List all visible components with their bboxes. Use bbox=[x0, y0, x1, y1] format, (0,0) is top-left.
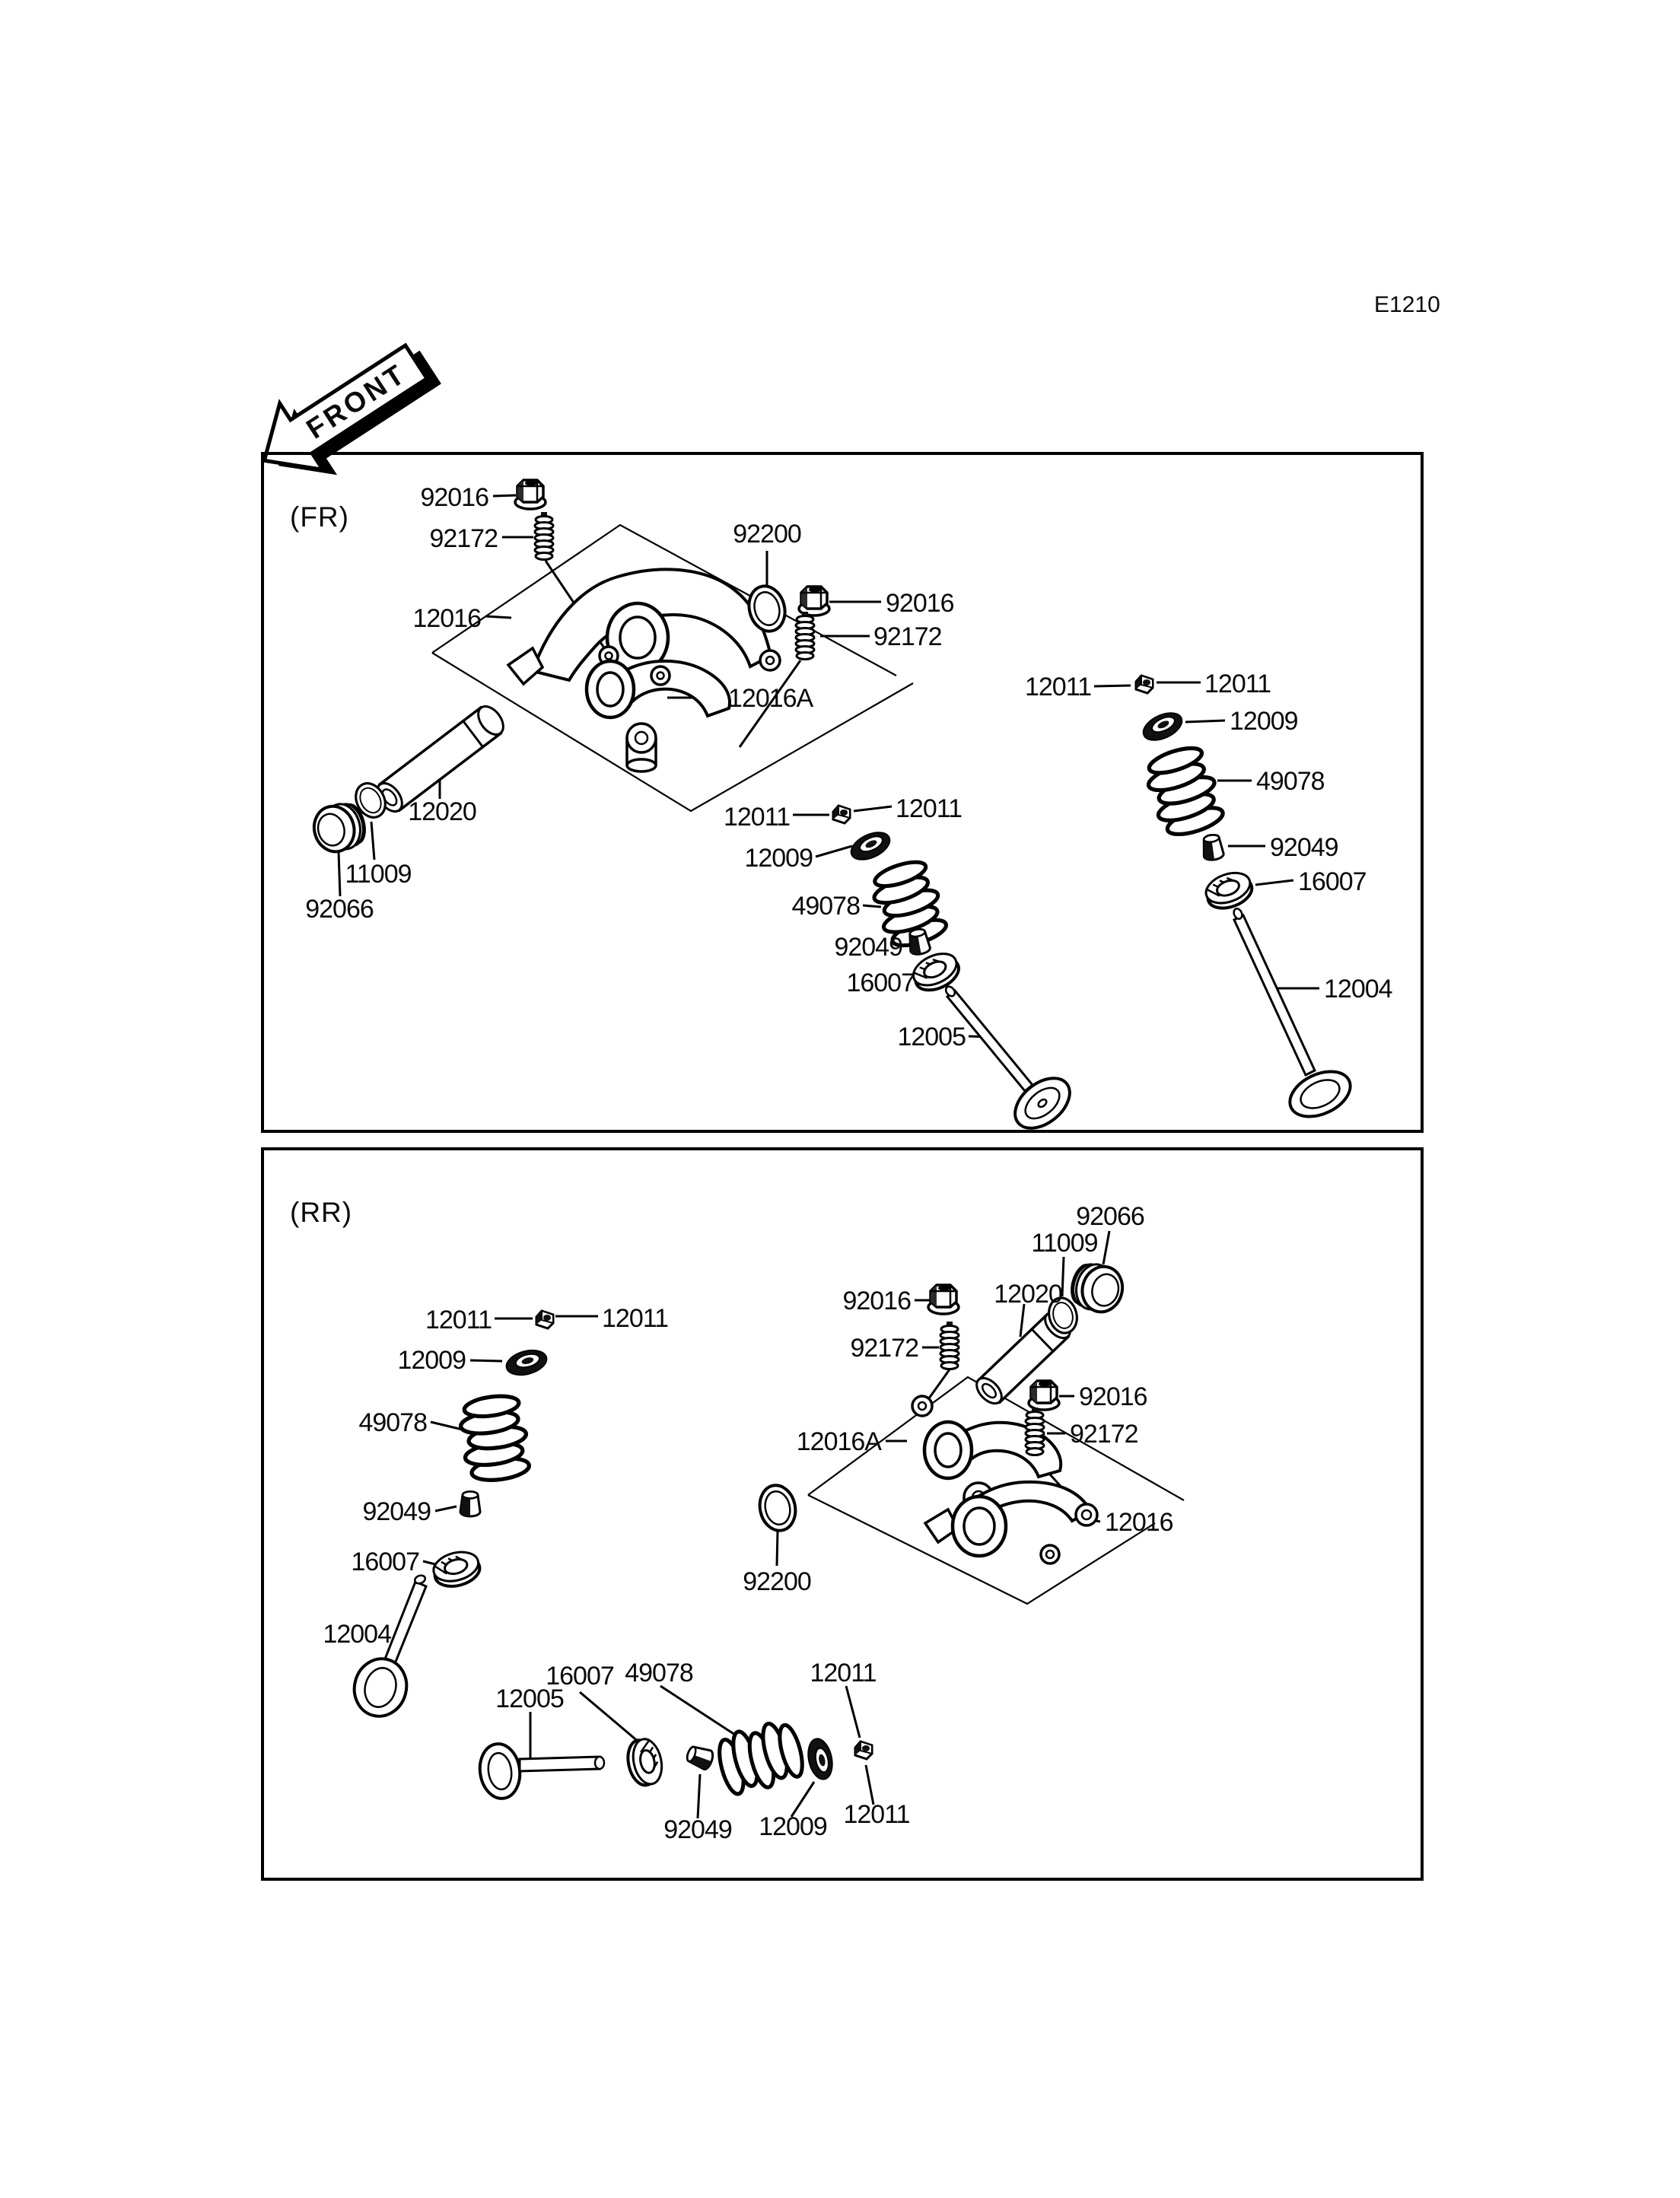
locknut-icon bbox=[833, 806, 850, 823]
label-12011: 12011 bbox=[843, 1800, 910, 1829]
retainer-icon bbox=[431, 1548, 483, 1591]
hex-nut-icon bbox=[515, 480, 546, 509]
label-11009: 11009 bbox=[345, 860, 412, 889]
label-49078: 49078 bbox=[625, 1659, 693, 1687]
label-92172: 92172 bbox=[873, 622, 942, 651]
label-92200: 92200 bbox=[743, 1567, 811, 1596]
collet-icon bbox=[685, 1744, 714, 1771]
label-92172: 92172 bbox=[850, 1334, 918, 1363]
label-12009: 12009 bbox=[397, 1346, 466, 1375]
collet-icon bbox=[1201, 834, 1224, 861]
label-49078: 49078 bbox=[358, 1408, 427, 1437]
retainer-icon bbox=[1202, 867, 1256, 914]
label-12016: 12016 bbox=[1105, 1508, 1173, 1537]
front-arrow bbox=[243, 324, 452, 504]
hex-nut-icon bbox=[928, 1285, 959, 1314]
label-12011: 12011 bbox=[810, 1659, 877, 1687]
rr-box bbox=[262, 1149, 1422, 1879]
fr-section bbox=[262, 453, 1422, 1138]
label-92172: 92172 bbox=[429, 524, 498, 553]
label-92016: 92016 bbox=[1079, 1382, 1147, 1411]
plug-icon bbox=[1067, 1259, 1127, 1316]
diagram-code: E1210 bbox=[1374, 292, 1440, 317]
label-12011: 12011 bbox=[425, 1306, 492, 1334]
label-12011: 12011 bbox=[1024, 673, 1091, 701]
label-92200: 92200 bbox=[733, 520, 801, 549]
label-12004: 12004 bbox=[1324, 975, 1392, 1004]
label-12004: 12004 bbox=[323, 1620, 391, 1649]
valve-icon bbox=[944, 984, 1079, 1138]
fr-box bbox=[262, 453, 1422, 1131]
label-92016: 92016 bbox=[420, 483, 488, 512]
label-12009: 12009 bbox=[759, 1812, 827, 1841]
locknut-icon bbox=[536, 1311, 553, 1328]
rr-tag: (RR) bbox=[290, 1197, 353, 1228]
valve-spring-icon bbox=[457, 1393, 532, 1484]
oring-icon bbox=[756, 1482, 799, 1534]
label-49078: 49078 bbox=[1256, 767, 1325, 796]
label-92049: 92049 bbox=[362, 1497, 431, 1526]
rocker-arm-icon bbox=[925, 1482, 1097, 1563]
adjusting-screw-icon bbox=[535, 512, 553, 560]
valve-icon bbox=[1233, 908, 1357, 1126]
spring-seat-icon bbox=[504, 1347, 549, 1379]
label-12020: 12020 bbox=[408, 797, 476, 826]
front-arrow-label: FRONT bbox=[301, 358, 412, 445]
label-12011: 12011 bbox=[896, 794, 963, 823]
label-12009: 12009 bbox=[1230, 707, 1298, 736]
spring-seat-icon bbox=[847, 827, 894, 865]
label-92066: 92066 bbox=[1076, 1202, 1144, 1231]
locknut-icon bbox=[855, 1742, 872, 1759]
label-16007: 16007 bbox=[351, 1548, 419, 1576]
label-12005: 12005 bbox=[495, 1684, 564, 1713]
label-92016: 92016 bbox=[886, 589, 954, 618]
retainer-icon bbox=[624, 1736, 666, 1788]
label-12011: 12011 bbox=[723, 803, 790, 832]
locknut-icon bbox=[1136, 676, 1153, 693]
adjusting-screw-icon bbox=[796, 612, 814, 660]
label-92066: 92066 bbox=[305, 895, 374, 924]
adjusting-screw-icon bbox=[1026, 1408, 1044, 1455]
rocker-arm-b-icon bbox=[587, 661, 730, 771]
spring-seat-icon bbox=[805, 1736, 836, 1781]
label-16007: 16007 bbox=[846, 969, 915, 997]
rr-section bbox=[262, 1149, 1422, 1879]
label-16007: 16007 bbox=[1298, 867, 1367, 896]
label-92016: 92016 bbox=[842, 1287, 911, 1315]
label-12011: 12011 bbox=[602, 1304, 669, 1333]
label-12009: 12009 bbox=[744, 844, 813, 873]
label-92049: 92049 bbox=[663, 1815, 732, 1844]
valve-icon bbox=[476, 1742, 604, 1802]
adjusting-screw-icon bbox=[940, 1322, 959, 1369]
label-92172: 92172 bbox=[1070, 1420, 1138, 1449]
label-12020: 12020 bbox=[994, 1280, 1062, 1309]
label-12016A: 12016A bbox=[728, 684, 813, 713]
hex-nut-icon bbox=[799, 587, 829, 616]
collet-icon bbox=[460, 1492, 480, 1517]
label-92049: 92049 bbox=[834, 933, 902, 962]
fr-tag: (FR) bbox=[290, 501, 349, 533]
label-12011: 12011 bbox=[1204, 670, 1271, 698]
label-92049: 92049 bbox=[1270, 833, 1338, 862]
valve-spring-icon bbox=[1141, 743, 1227, 841]
hex-nut-icon bbox=[1029, 1381, 1059, 1410]
label-12016: 12016 bbox=[412, 604, 481, 633]
label-11009: 11009 bbox=[1031, 1229, 1098, 1258]
label-49078: 49078 bbox=[791, 892, 860, 921]
label-16007: 16007 bbox=[546, 1662, 614, 1691]
spring-seat-icon bbox=[1139, 708, 1186, 746]
label-12005: 12005 bbox=[897, 1023, 966, 1051]
label-12016A: 12016A bbox=[796, 1427, 881, 1456]
